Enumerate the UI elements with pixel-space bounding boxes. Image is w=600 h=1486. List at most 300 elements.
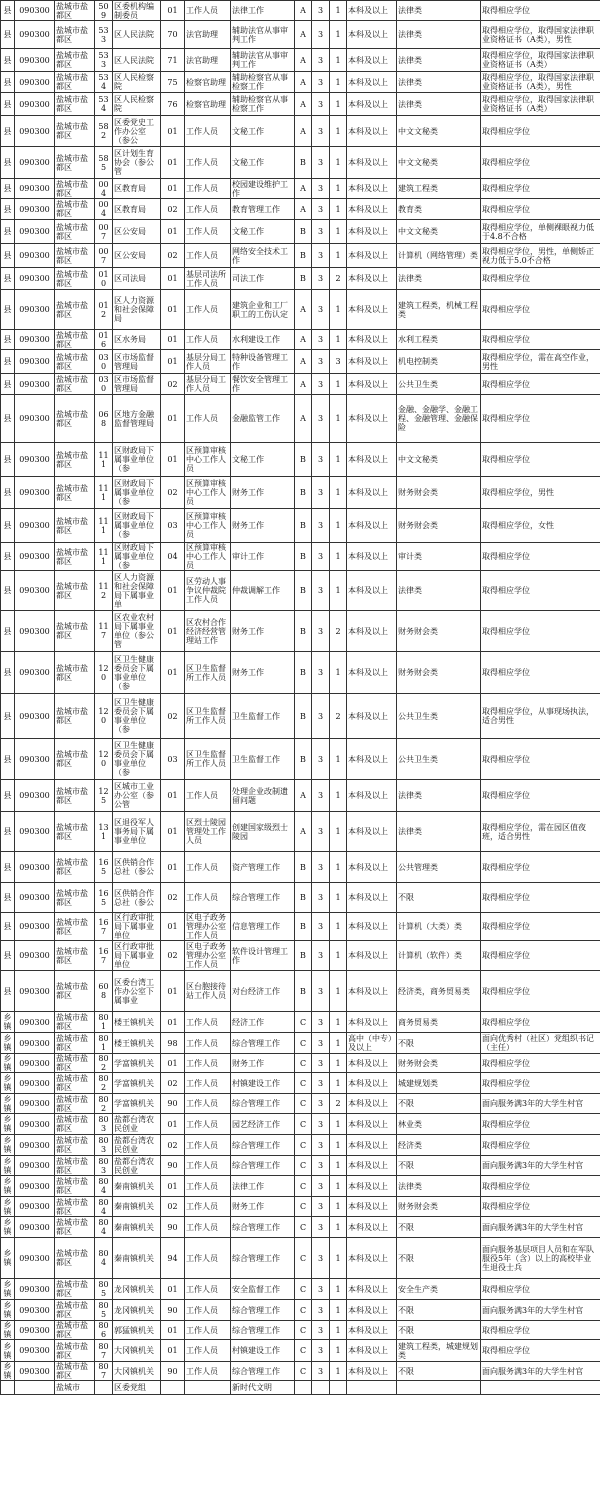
table-cell: 01 (161, 971, 185, 1012)
table-cell: C (295, 1362, 312, 1381)
table-cell: 财务工作 (231, 611, 295, 652)
table-cell: 本科及以上 (347, 739, 397, 780)
table-cell: 1 (330, 244, 347, 268)
table-cell: 取得相应学位，男性 (481, 477, 600, 509)
table-cell: A (295, 93, 312, 116)
table-cell: 本科及以上 (347, 1135, 397, 1156)
table-cell: 建筑工程类 (397, 179, 481, 199)
table-cell: 167 (95, 913, 113, 941)
table-cell: 090300 (15, 1054, 55, 1073)
table-cell: 区预算审核中心工作人员 (185, 543, 231, 571)
table-cell: 网络安全技术工作 (231, 244, 295, 268)
table-cell: A (295, 812, 312, 852)
table-cell: 3 (312, 443, 330, 477)
table-cell: 辅助法官从事审判工作 (231, 49, 295, 72)
table-cell: 县 (1, 443, 15, 477)
table-row (1, 179, 600, 199)
table-cell: 工作人员 (185, 1217, 231, 1238)
table-cell: 582 (95, 116, 113, 147)
table-cell: 3 (312, 543, 330, 571)
table-row (1, 1217, 600, 1238)
table-row (1, 1300, 600, 1321)
table-cell: 盐城市盐都区 (55, 1054, 95, 1073)
table-cell: 面向服务满3年的大学生村官 (481, 1156, 600, 1176)
table-row (1, 1321, 600, 1340)
table-cell: 090300 (15, 374, 55, 395)
table-cell: 盐城市盐都区 (55, 1, 95, 21)
table-cell: 工作人员 (185, 220, 231, 244)
table-cell: 盐城市盐都区 (55, 852, 95, 883)
table-cell: 乡镇 (1, 1279, 15, 1300)
table-cell: 3 (312, 1279, 330, 1300)
table-cell: 取得相应学位 (481, 1135, 600, 1156)
table-cell: 法律类 (397, 93, 481, 116)
table-cell: 乡镇 (1, 1054, 15, 1073)
table-cell: 090300 (15, 852, 55, 883)
table-cell: 3 (312, 913, 330, 941)
table-row (1, 1381, 600, 1395)
table-cell: 盐城市盐都区 (55, 199, 95, 220)
table-cell: 区预算审核中心工作人员 (185, 443, 231, 477)
table-cell: 本科及以上 (347, 941, 397, 971)
table-cell (15, 1381, 55, 1395)
table-cell: 取得相应学位，取得国家法律职业资格证书（A类），男性 (481, 72, 600, 93)
table-cell: 取得相应学位 (481, 780, 600, 812)
table-cell: 112 (95, 571, 113, 611)
table-cell: 县 (1, 49, 15, 72)
table-cell: 财务财会类 (397, 1054, 481, 1073)
table-cell: B (295, 477, 312, 509)
table-cell: 县 (1, 941, 15, 971)
table-cell: 165 (95, 852, 113, 883)
table-cell: 111 (95, 509, 113, 543)
table-row (1, 477, 600, 509)
table-cell: 取得相应学位 (481, 179, 600, 199)
table-cell: 805 (95, 1279, 113, 1300)
table-cell: 辅助法官从事审判工作 (231, 21, 295, 49)
table-cell: 乡镇 (1, 1217, 15, 1238)
table-cell: 1 (330, 1340, 347, 1362)
table-cell: 工作人员 (185, 290, 231, 330)
table-cell: 工作人员 (185, 1197, 231, 1217)
table-cell: 财务财会类 (397, 509, 481, 543)
table-cell: 090300 (15, 395, 55, 443)
table-cell: B (295, 443, 312, 477)
table-row (1, 1156, 600, 1176)
table-cell: 012 (95, 290, 113, 330)
table-cell: 090300 (15, 1073, 55, 1094)
table-cell: 区农业农村局下属事业单位（参公管 (113, 611, 161, 652)
table-cell: 本科及以上 (347, 1217, 397, 1238)
table-cell: 基层分局工作人员 (185, 350, 231, 374)
table-cell: 本科及以上 (347, 21, 397, 49)
table-cell: 乡镇 (1, 1135, 15, 1156)
table-cell: 01 (161, 1340, 185, 1362)
table-row (1, 93, 600, 116)
table-cell: 公共卫生类 (397, 739, 481, 780)
table-cell: 经济类，商务贸易类 (397, 971, 481, 1012)
table-cell: 工作人员 (185, 1012, 231, 1033)
table-cell: 3 (312, 1176, 330, 1197)
table-cell: 综合管理工作 (231, 1217, 295, 1238)
table-cell: 本科及以上 (347, 611, 397, 652)
table-cell: 盐城市盐都区 (55, 1135, 95, 1156)
table-cell: 文秘工作 (231, 116, 295, 147)
table-cell: B (295, 244, 312, 268)
table-cell: 01 (161, 268, 185, 290)
table-cell: 面向服务满3年的大学生村官 (481, 1362, 600, 1381)
table-cell: 3 (312, 290, 330, 330)
table-cell: 盐城市盐都区 (55, 443, 95, 477)
table-cell: 县 (1, 330, 15, 350)
table-cell: 秦南镇机关 (113, 1238, 161, 1279)
table-cell: 财务工作 (231, 652, 295, 694)
table-cell: 本科及以上 (347, 1012, 397, 1033)
table-cell: 取得相应学位 (481, 395, 600, 443)
table-cell: 法律类 (397, 812, 481, 852)
table-cell: 804 (95, 1238, 113, 1279)
table-cell: 不限 (397, 1033, 481, 1054)
table-cell: 802 (95, 1054, 113, 1073)
table-cell: 3 (312, 49, 330, 72)
table-cell: 3 (312, 1321, 330, 1340)
table-cell: 中文文秘类 (397, 220, 481, 244)
table-cell: 3 (312, 883, 330, 913)
table-cell: 本科及以上 (347, 220, 397, 244)
table-cell: 金融、金融学、金融工程、金融管理、金融保险 (397, 395, 481, 443)
table-cell: 不限 (397, 1217, 481, 1238)
table-cell: A (295, 290, 312, 330)
table-cell: 盐城市盐都区 (55, 1362, 95, 1381)
table-cell: 090300 (15, 116, 55, 147)
table-cell: 本科及以上 (347, 1340, 397, 1362)
table-row (1, 199, 600, 220)
table-cell: 165 (95, 883, 113, 913)
table-cell: 区农村合作经济经营管理站工作 (185, 611, 231, 652)
table-cell: A (295, 49, 312, 72)
table-cell: C (295, 1217, 312, 1238)
table-cell: 806 (95, 1321, 113, 1340)
table-cell: 90 (161, 1156, 185, 1176)
table-cell: 区财政局下属事业单位（参 (113, 477, 161, 509)
table-cell: 1 (330, 93, 347, 116)
table-cell: 585 (95, 147, 113, 179)
table-cell: 取得相应学位，取得国家法律职业资格证书（A类），男性 (481, 21, 600, 49)
table-cell: 030 (95, 350, 113, 374)
table-cell: A (295, 116, 312, 147)
table-cell: 文秘工作 (231, 443, 295, 477)
table-cell: 工作人员 (185, 780, 231, 812)
table-cell: 01 (161, 1114, 185, 1135)
table-cell: 本科及以上 (347, 477, 397, 509)
table-cell: 县 (1, 290, 15, 330)
table-cell: 区教育局 (113, 179, 161, 199)
table-cell: 综合管理工作 (231, 883, 295, 913)
table-cell: 3 (312, 395, 330, 443)
table-cell: 综合管理工作 (231, 1238, 295, 1279)
table-cell: 090300 (15, 443, 55, 477)
table-cell: 1 (330, 147, 347, 179)
table-cell: 03 (161, 739, 185, 780)
table-cell: 盐城市盐都区 (55, 1279, 95, 1300)
table-cell: 盐城市盐都区 (55, 1340, 95, 1362)
table-cell: 区委党组 (113, 1381, 161, 1395)
table-cell: 县 (1, 268, 15, 290)
table-cell: 3 (312, 780, 330, 812)
table-cell: 盐城市盐都区 (55, 116, 95, 147)
table-cell: 02 (161, 244, 185, 268)
table-cell: B (295, 571, 312, 611)
table-cell: 090300 (15, 694, 55, 739)
table-cell: 公共卫生类 (397, 694, 481, 739)
table-cell: 01 (161, 179, 185, 199)
table-cell: 125 (95, 780, 113, 812)
table-cell: 取得相应学位 (481, 739, 600, 780)
table-cell: 3 (312, 694, 330, 739)
table-cell: 取得相应学位 (481, 374, 600, 395)
table-cell: 工作人员 (185, 1114, 231, 1135)
table-cell: 处理企业改制遗留问题 (231, 780, 295, 812)
table-cell: 综合管理工作 (231, 1135, 295, 1156)
table-cell: 取得相应学位 (481, 443, 600, 477)
table-cell: 中文文秘类 (397, 443, 481, 477)
table-cell: 盐城市盐都区 (55, 147, 95, 179)
table-cell: 3 (312, 812, 330, 852)
table-cell: 法律工作 (231, 1, 295, 21)
table-cell: 3 (312, 21, 330, 49)
table-cell: 工作人员 (185, 1073, 231, 1094)
table-cell: 1 (330, 199, 347, 220)
table-cell: 林业类 (397, 1114, 481, 1135)
table-cell: 区卫生健康委员会下属事业单位（参 (113, 652, 161, 694)
table-cell: 基层分局工作人员 (185, 374, 231, 395)
table-cell: 01 (161, 812, 185, 852)
table-cell: 县 (1, 883, 15, 913)
table-cell: 区公安局 (113, 244, 161, 268)
table-cell: 090300 (15, 49, 55, 72)
table-cell: B (295, 268, 312, 290)
table-cell: 1 (330, 443, 347, 477)
table-cell: 卫生监督工作 (231, 694, 295, 739)
table-cell: 区供销合作总社（参公 (113, 852, 161, 883)
table-cell: 盐城市盐都区 (55, 543, 95, 571)
table-cell: 3 (312, 1340, 330, 1362)
table-cell: 1 (330, 971, 347, 1012)
table-cell: 090300 (15, 913, 55, 941)
table-cell: 01 (161, 1176, 185, 1197)
table-cell: 面向服务满3年的大学生村官 (481, 1094, 600, 1114)
table-cell: 004 (95, 179, 113, 199)
table-cell: 财务工作 (231, 1054, 295, 1073)
table-cell: 3 (312, 268, 330, 290)
table-cell: 本科及以上 (347, 883, 397, 913)
table-cell: 1 (330, 852, 347, 883)
table-cell: 工作人员 (185, 1279, 231, 1300)
table-cell: 财务工作 (231, 1197, 295, 1217)
table-cell: 3 (312, 147, 330, 179)
table-cell: 本科及以上 (347, 1279, 397, 1300)
table-cell: 取得相应学位 (481, 147, 600, 179)
table-cell: 本科及以上 (347, 1176, 397, 1197)
table-row (1, 852, 600, 883)
table-cell: 1 (330, 1176, 347, 1197)
table-cell: 盐城市盐都区 (55, 244, 95, 268)
table-cell: 盐都台湾农民创业 (113, 1135, 161, 1156)
table-cell: 3 (312, 1156, 330, 1176)
table-cell: 综合管理工作 (231, 1362, 295, 1381)
table-cell: 804 (95, 1217, 113, 1238)
table-cell: 120 (95, 652, 113, 694)
table-cell: 02 (161, 883, 185, 913)
table-cell: 盐城市盐都区 (55, 330, 95, 350)
table-cell: 特种设备管理工作 (231, 350, 295, 374)
table-cell: 76 (161, 93, 185, 116)
table-row (1, 694, 600, 739)
table-cell: A (295, 330, 312, 350)
table-cell: 3 (312, 1054, 330, 1073)
table-cell: 新时代文明 (231, 1381, 295, 1395)
table-cell: 安全监督工作 (231, 1279, 295, 1300)
table-cell: C (295, 1176, 312, 1197)
table-cell: 区卫生监督所工作人员 (185, 739, 231, 780)
table-cell: 乡镇 (1, 1114, 15, 1135)
table-cell: 3 (312, 72, 330, 93)
table-cell: 090300 (15, 780, 55, 812)
table-cell: 盐城市盐都区 (55, 652, 95, 694)
table-cell: 经济类 (397, 1135, 481, 1156)
table-cell: 3 (312, 1238, 330, 1279)
table-cell: 70 (161, 21, 185, 49)
table-cell: 区司法局 (113, 268, 161, 290)
table-cell: 608 (95, 971, 113, 1012)
table-cell: 90 (161, 1094, 185, 1114)
table-cell: 县 (1, 179, 15, 199)
table-cell: 01 (161, 290, 185, 330)
table-cell: 区委台湾工作办公室下属事业 (113, 971, 161, 1012)
table-cell: 1 (330, 509, 347, 543)
table-cell: 01 (161, 443, 185, 477)
table-cell: 综合管理工作 (231, 1033, 295, 1054)
table-cell: 本科及以上 (347, 93, 397, 116)
table-cell: 乡镇 (1, 1238, 15, 1279)
table-cell: 盐城市盐都区 (55, 72, 95, 93)
table-cell: 1 (330, 1197, 347, 1217)
table-cell: 3 (312, 244, 330, 268)
table-cell: 工作人员 (185, 1300, 231, 1321)
table-cell: 3 (312, 611, 330, 652)
table-cell: 乡镇 (1, 1197, 15, 1217)
table-cell: 509 (95, 1, 113, 21)
table-cell: 1 (330, 330, 347, 350)
table-cell: 090300 (15, 21, 55, 49)
table-cell: 01 (161, 1012, 185, 1033)
table-cell: 本科及以上 (347, 652, 397, 694)
table-cell: B (295, 611, 312, 652)
table-cell: 乡镇 (1, 1300, 15, 1321)
table-cell: 资产管理工作 (231, 852, 295, 883)
table-cell: 本科及以上 (347, 350, 397, 374)
table-cell: C (295, 1156, 312, 1176)
table-cell: 餐饮安全管理工作 (231, 374, 295, 395)
table-cell: C (295, 1340, 312, 1362)
table-cell: 法律类 (397, 21, 481, 49)
table-cell: 本科及以上 (347, 1300, 397, 1321)
table-cell: 区电子政务管理办公室工作人员 (185, 941, 231, 971)
table-cell: 1 (330, 72, 347, 93)
table-cell: 02 (161, 1135, 185, 1156)
table-cell: 90 (161, 1362, 185, 1381)
table-cell: 盐城市盐都区 (55, 21, 95, 49)
table-cell (481, 1381, 600, 1395)
table-cell: 工作人员 (185, 147, 231, 179)
table-cell: 本科及以上 (347, 1197, 397, 1217)
table-cell: 楼王镇机关 (113, 1033, 161, 1054)
table-cell: 本科及以上 (347, 780, 397, 812)
table-cell: 01 (161, 852, 185, 883)
table-cell: 1 (330, 1033, 347, 1054)
table-cell: 090300 (15, 611, 55, 652)
table-cell: 校园建设维护工作 (231, 179, 295, 199)
table-cell: 取得相应学位 (481, 1, 600, 21)
table-cell: 乡镇 (1, 1012, 15, 1033)
table-cell: 本科及以上 (347, 49, 397, 72)
table-cell (295, 1381, 312, 1395)
table-cell: 本科及以上 (347, 812, 397, 852)
table-cell: 盐都台湾农民创业 (113, 1156, 161, 1176)
table-cell: 取得相应学位 (481, 290, 600, 330)
table-cell: C (295, 1321, 312, 1340)
table-cell: 财务工作 (231, 477, 295, 509)
table-cell: 3 (312, 350, 330, 374)
table-cell: 取得相应学位 (481, 116, 600, 147)
table-cell: 取得相应学位，取得国家法律职业资格证书（A类） (481, 49, 600, 72)
table-cell: 工作人员 (185, 1156, 231, 1176)
table-cell: 本科及以上 (347, 147, 397, 179)
table-cell: 盐城市盐都区 (55, 1300, 95, 1321)
table-cell: 区人民检察院 (113, 93, 161, 116)
table-cell: 取得相应学位，取得国家法律职业资格证书（A类） (481, 93, 600, 116)
table-cell: 801 (95, 1012, 113, 1033)
table-cell: 区水务局 (113, 330, 161, 350)
table-cell: 01 (161, 1321, 185, 1340)
table-cell: 01 (161, 611, 185, 652)
table-cell: 盐城市盐都区 (55, 1073, 95, 1094)
table-cell: 楼王镇机关 (113, 1012, 161, 1033)
table-cell: 县 (1, 571, 15, 611)
table-cell: 区人民法院 (113, 21, 161, 49)
table-cell: 534 (95, 72, 113, 93)
table-row (1, 1340, 600, 1362)
table-cell: 120 (95, 694, 113, 739)
table-cell: 1 (330, 1054, 347, 1073)
table-cell: 本科及以上 (347, 1362, 397, 1381)
table-cell: 802 (95, 1073, 113, 1094)
table-cell: 法律类 (397, 49, 481, 72)
table-cell: 090300 (15, 1217, 55, 1238)
table-cell: 县 (1, 93, 15, 116)
table-row (1, 1073, 600, 1094)
table-cell: 01 (161, 220, 185, 244)
table-cell: 1 (330, 780, 347, 812)
table-cell: 3 (312, 220, 330, 244)
table-cell (185, 1381, 231, 1395)
table-cell: 工作人员 (185, 1, 231, 21)
table-cell: 不限 (397, 1300, 481, 1321)
table-cell: 取得相应学位 (481, 1012, 600, 1033)
table-row (1, 443, 600, 477)
table-cell: 财务工作 (231, 509, 295, 543)
table-cell: 盐城市盐都区 (55, 49, 95, 72)
